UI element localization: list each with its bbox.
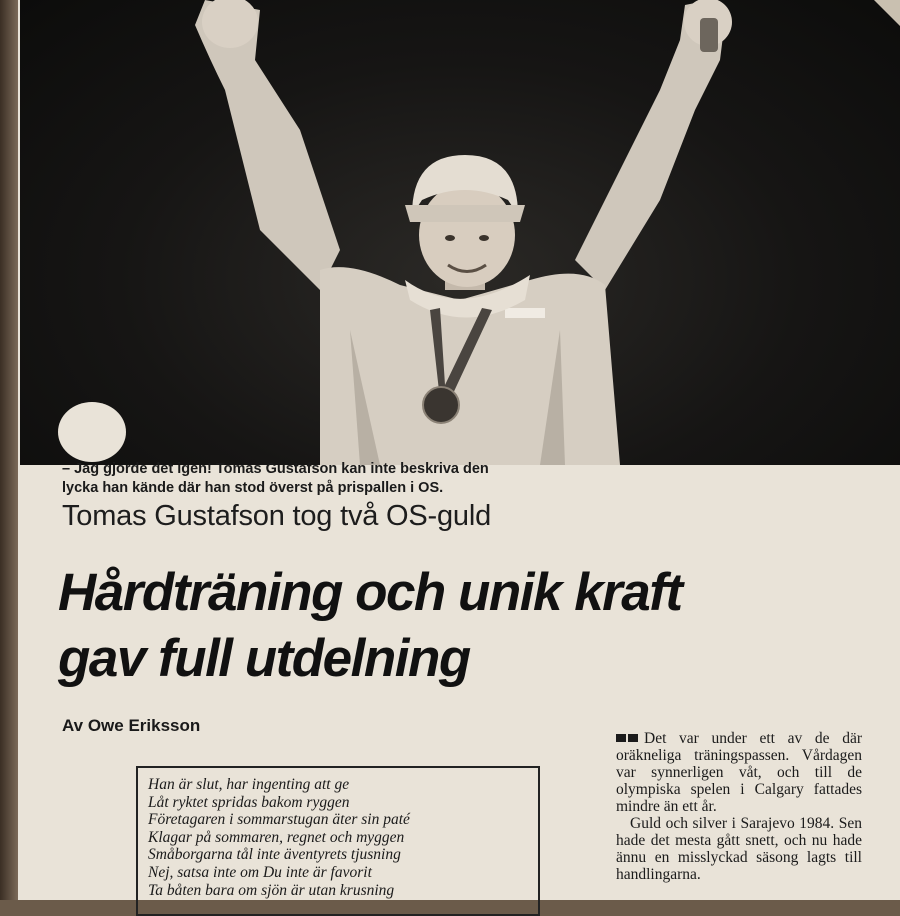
poem-line: Han är slut, har ingenting att ge xyxy=(148,776,350,793)
athlete-photo xyxy=(20,0,900,465)
page-corner-fold xyxy=(874,0,900,26)
caption-line-1: – Jag gjorde det igen! Tomas Gustafson kan inte beskriva den xyxy=(62,461,489,477)
caption-line-2: lycka han kände där han stod överst på prispallen i OS. xyxy=(62,480,444,496)
section-marker-icon xyxy=(628,734,638,742)
poem-line: Nej, satsa inte om Du inte är favorit xyxy=(148,863,372,881)
poem-line: Företagaren i sommarstugan äter sin paté xyxy=(148,811,410,829)
article-byline: Av Owe Eriksson xyxy=(62,716,201,735)
article-headline xyxy=(58,560,878,692)
poem-line: Klagar på sommaren, regnet och myggen xyxy=(148,828,405,846)
poem-box xyxy=(136,766,540,916)
poem-line: Småborgarna tål inte äventyrets tjusning xyxy=(148,846,401,864)
poem-line: Ta båten bara om sjön är utan krusning xyxy=(148,881,395,899)
headline-line-2: gav full utdelning xyxy=(58,629,470,688)
article-paragraph-2: Guld och silver i Sarajevo 1984. Sen hade det mesta gått snett, och nu hade ännu en misslyckad säsong lagts till handlingarna. xyxy=(616,815,862,883)
poem-line: Låt ryktet spridas bakom ryggen xyxy=(148,793,350,811)
article-subheading: Tomas Gustafson tog två OS-guld xyxy=(62,500,492,532)
photo-caption xyxy=(62,460,562,498)
athlete-illustration xyxy=(20,0,900,465)
article-paragraph-1-text: Det var under ett av de där oräkneliga träningspassen. Vårdagen var synnerligen våt, och till de olympiska spelen i Calgary fattades mindre än ett år. xyxy=(616,730,862,815)
article-paragraph-1 xyxy=(616,730,862,815)
section-marker-icon xyxy=(616,734,626,742)
article-body xyxy=(616,730,862,883)
headline-line-1: Hårdträning och unik kraft xyxy=(58,563,682,622)
